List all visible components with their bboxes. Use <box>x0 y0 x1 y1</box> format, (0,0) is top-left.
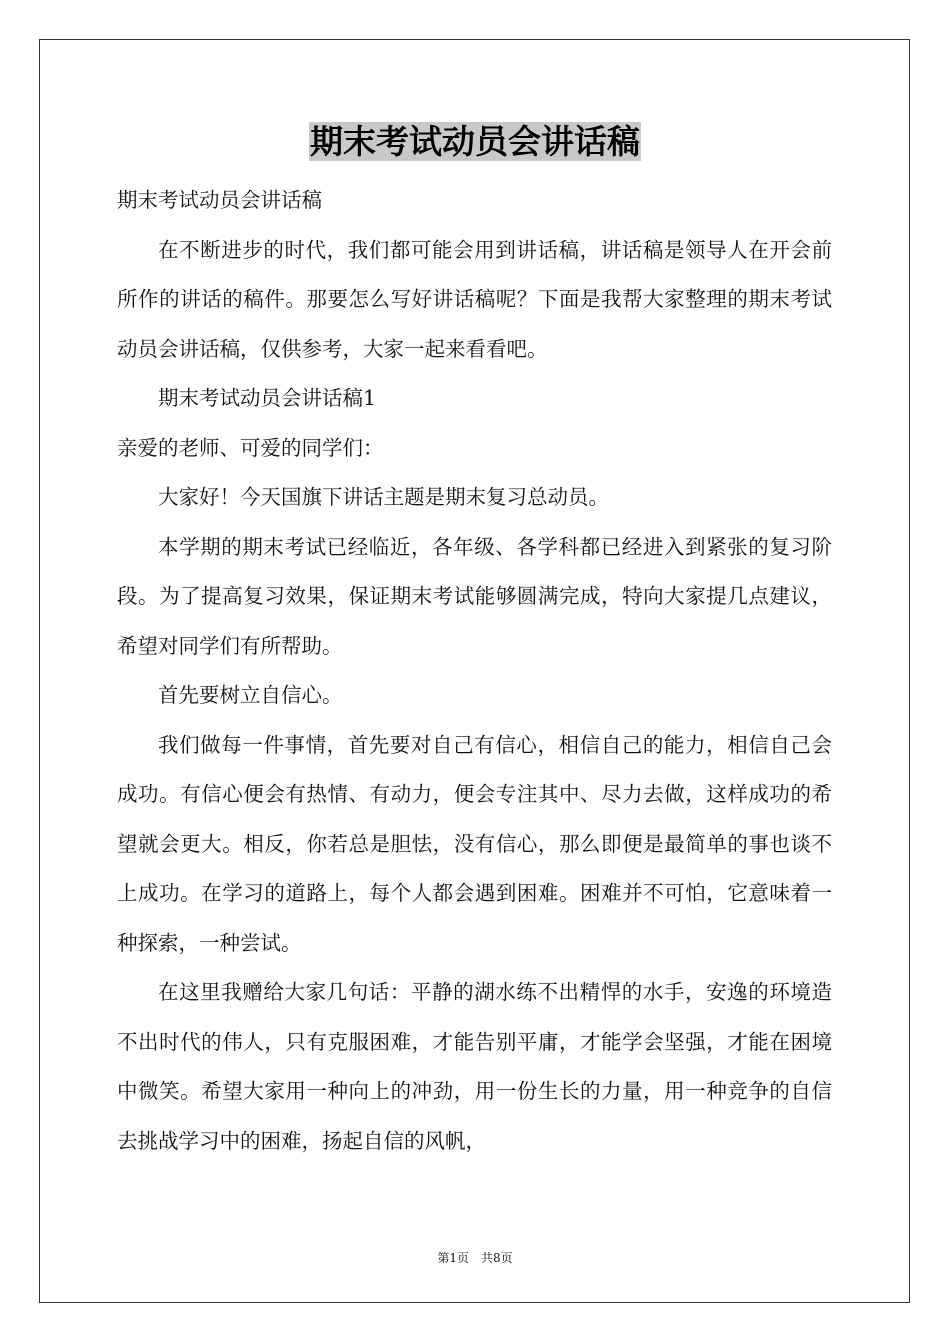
paragraph-subtitle: 期末考试动员会讲话稿 <box>117 188 322 212</box>
document-body <box>117 176 832 1166</box>
paragraph-salutation: 亲爱的老师、可爱的同学们： <box>117 435 384 460</box>
paragraph-body: 本学期的期末考试已经临近，各年级、各学科都已经进入到紧张的复习阶段。为了提高复习效果，保证期末考试能够圆满完成，特向大家提几点建议，希望对同学们有所帮助。 <box>117 534 832 658</box>
page-footer <box>0 1249 950 1266</box>
page-number: 第1页 共8页 <box>437 1251 513 1265</box>
paragraph-greeting: 大家好！今天国旗下讲话主题是期末复习总动员。 <box>158 485 609 509</box>
document-title-text: 期末考试动员会讲话稿 <box>310 122 640 161</box>
paragraph-section-heading: 期末考试动员会讲话稿1 <box>158 386 377 410</box>
paragraph-body: 我们做每一件事情，首先要对自己有信心，相信自己的能力，相信自己会成功。有信心便会有热情、有动力，便会专注其中、尽力去做，这样成功的希望就会更大。相反，你若总是胆怯，没有信心，那么即便是最简单的事也谈不上成功。在学习的道路上，每个人都会遇到困难。困难并不可怕，它意味着一种探索，一种尝试。 <box>117 732 832 955</box>
document-title <box>0 124 950 160</box>
paragraph-intro: 在不断进步的时代，我们都可能会用到讲话稿，讲话稿是领导人在开会前所作的讲话的稿件。那要怎么写好讲话稿呢？下面是我帮大家整理的期末考试动员会讲话稿，仅供参考，大家一起来看看吧。 <box>117 237 832 361</box>
paragraph-body: 在这里我赠给大家几句话：平静的湖水练不出精悍的水手，安逸的环境造不出时代的伟人，只有克服困难，才能告别平庸，才能学会坚强，才能在困境中微笑。希望大家用一种向上的冲劲，用一份生长的力量，用一种竞争的自信去挑战学习中的困难，扬起自信的风帆， <box>117 980 832 1153</box>
paragraph-point-heading: 首先要树立自信心。 <box>158 683 343 707</box>
